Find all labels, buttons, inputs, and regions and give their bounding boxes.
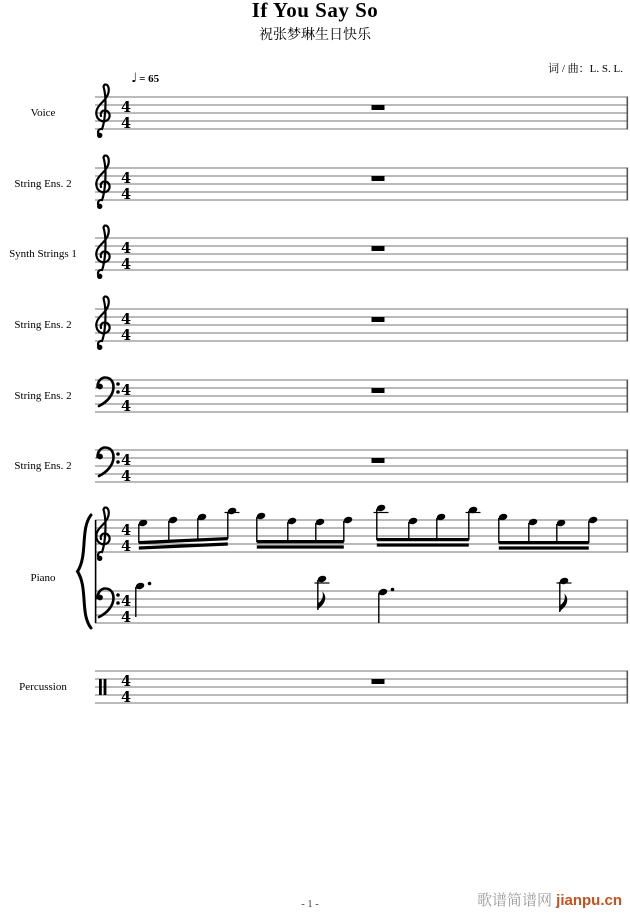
- bass-clef-icon: [98, 378, 114, 407]
- augmentation-dot: [148, 582, 152, 586]
- svg-text:4: 4: [120, 688, 132, 706]
- watermark: [477, 889, 622, 910]
- svg-text:4: 4: [120, 114, 132, 132]
- treble-clef-icon: [96, 156, 109, 207]
- staff-voice: [95, 85, 628, 138]
- treble-clef-icon: [96, 226, 109, 277]
- time-signature: [121, 240, 131, 273]
- beam: [257, 540, 344, 543]
- staff-string-ens-2-c: [95, 378, 628, 415]
- sixteenth-note-group: [498, 513, 598, 550]
- time-signature: [121, 382, 131, 415]
- time-signature: [121, 452, 131, 485]
- svg-text:4: 4: [120, 608, 132, 626]
- whole-rest: [372, 246, 385, 251]
- tempo-value: = 65: [139, 73, 160, 85]
- svg-text:4: 4: [120, 397, 132, 415]
- quarter-note-icon: ♩: [131, 71, 138, 86]
- staff-label-voice: Voice: [30, 107, 56, 119]
- staff-percussion: [95, 671, 628, 706]
- page-title: If You Say So: [251, 0, 379, 22]
- beam: [377, 538, 469, 541]
- svg-text:4: 4: [120, 381, 132, 399]
- staff-label-piano: Piano: [30, 572, 56, 584]
- time-signature: [121, 311, 131, 344]
- staff-string-ens-2-a: [95, 156, 628, 209]
- svg-text:4: 4: [120, 326, 132, 344]
- time-signature: [121, 99, 131, 132]
- beam: [499, 541, 589, 544]
- whole-rest: [372, 679, 385, 684]
- percussion-clef-icon: [99, 679, 102, 695]
- svg-text:4: 4: [120, 537, 132, 555]
- watermark-site-name: 歌谱简谱网: [476, 892, 552, 909]
- treble-clef-icon: [96, 297, 109, 348]
- beam: [377, 543, 469, 546]
- svg-text:4: 4: [120, 521, 132, 539]
- beam: [257, 545, 344, 548]
- bass-clef-icon: [98, 448, 114, 477]
- staff-label-string-ens-2-a: String Ens. 2: [14, 178, 72, 190]
- svg-text:4: 4: [120, 592, 132, 610]
- whole-rest: [372, 105, 385, 110]
- svg-text:4: 4: [120, 239, 132, 257]
- staff-label-string-ens-2-d: String Ens. 2: [14, 460, 72, 472]
- staff-label-string-ens-2-c: String Ens. 2: [14, 390, 72, 402]
- svg-text:4: 4: [120, 310, 132, 328]
- staff-piano-bass: [95, 589, 628, 626]
- staff-synth-strings-1: [95, 226, 628, 279]
- whole-rest: [372, 176, 385, 181]
- eighth-flag: [560, 594, 568, 613]
- sixteenth-note-group: [374, 504, 481, 547]
- page-number: - 1 -: [301, 899, 319, 910]
- whole-rest: [372, 388, 385, 393]
- staff-label-string-ens-2-b: String Ens. 2: [14, 319, 72, 331]
- staff-label-synth-strings-1: Synth Strings 1: [9, 248, 77, 260]
- svg-text:4: 4: [120, 185, 132, 203]
- beam: [499, 546, 589, 549]
- piano-brace: [78, 515, 92, 628]
- staff-string-ens-2-d: [95, 448, 628, 485]
- staff-piano-treble: [95, 508, 628, 561]
- page-subtitle: 祝张梦琳生日快乐: [259, 28, 371, 43]
- svg-text:4: 4: [120, 98, 132, 116]
- treble-clef-icon: [96, 508, 109, 559]
- staff-string-ens-2-b: [95, 297, 628, 350]
- piano-treble-notes: [138, 504, 598, 550]
- whole-rest: [372, 317, 385, 322]
- svg-text:4: 4: [120, 672, 132, 690]
- composer-credit: 词 / 曲：L. S. L.: [548, 63, 623, 75]
- time-signature: [121, 673, 131, 706]
- staff-label-percussion: Percussion: [19, 681, 67, 693]
- sixteenth-note-group: [256, 512, 353, 549]
- treble-clef-icon: [96, 85, 109, 136]
- bass-clef-icon: [98, 589, 114, 618]
- time-signature: [121, 170, 131, 203]
- time-signature: [121, 593, 131, 626]
- time-signature: [121, 522, 131, 555]
- whole-rest: [372, 458, 385, 463]
- svg-text:4: 4: [120, 467, 132, 485]
- svg-text:4: 4: [120, 255, 132, 273]
- watermark-site-url: jianpu.cn: [556, 892, 622, 909]
- augmentation-dot: [391, 588, 395, 592]
- svg-text:4: 4: [120, 451, 132, 469]
- svg-text:4: 4: [120, 169, 132, 187]
